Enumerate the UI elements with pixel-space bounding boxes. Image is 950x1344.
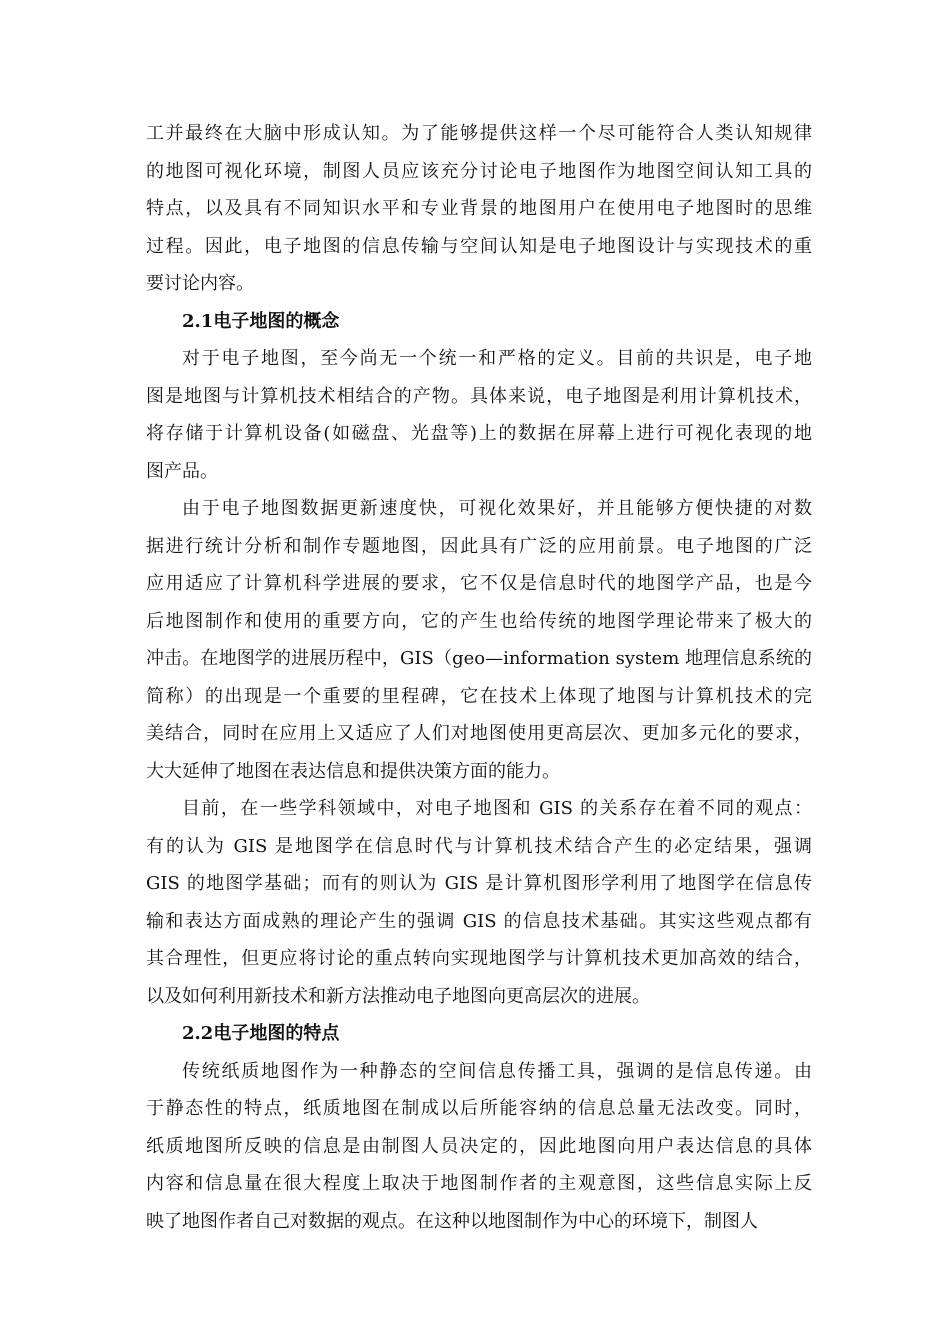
paragraph-line: 映了地图作者自己对数据的观点。在这种以地图制作为中心的环境下，制图人: [146, 1210, 758, 1232]
paragraph-line: 后地图制作和使用的重要方向，它的产生也给传统的地图学理论带来了极大的: [146, 610, 812, 632]
paragraph-line: 输和表达方面成熟的理论产生的强调 GIS 的信息技术基础。其实这些观点都有: [146, 910, 812, 932]
paragraph-line: 纸质地图所反映的信息是由制图人员决定的，因此地图向用户表达信息的具体: [146, 1135, 812, 1157]
paragraph-line: GIS 的地图学基础；而有的则认为 GIS 是计算机图形学利用了地图学在信息传: [146, 873, 812, 894]
paragraph-line: 要讨论内容。: [146, 273, 254, 294]
paragraph-line: 图产品。: [146, 460, 218, 482]
paragraph-line: 目前，在一些学科领域中，对电子地图和 GIS 的关系存在着不同的观点：: [182, 798, 812, 819]
document-body: [146, 115, 812, 1240]
paragraph-line: 特点，以及具有不同知识水平和专业背景的地图用户在使用电子地图时的思维: [146, 198, 812, 219]
paragraph-line: 的地图可视化环境，制图人员应该充分讨论电子地图作为地图空间认知工具的: [146, 160, 812, 182]
paragraph-line: 传统纸质地图作为一种静态的空间信息传播工具，强调的是信息传递。由: [182, 1060, 812, 1082]
paragraph-line: 以及如何利用新技术和新方法推动电子地图向更高层次的进展。: [146, 985, 650, 1007]
paragraph-line: 对于电子地图，至今尚无一个统一和严格的定义。目前的共识是，电子地: [182, 348, 812, 369]
paragraph-line: 于静态性的特点，纸质地图在制成以后所能容纳的信息总量无法改变。同时，: [146, 1098, 812, 1119]
section-heading: 2.1电子地图的概念: [182, 310, 340, 332]
paragraph-line: 冲击。在地图学的进展历程中，GIS（geo—information system 地理信息系统的: [146, 648, 812, 669]
paragraph-line: 大大延伸了地图在表达信息和提供决策方面的能力。: [146, 760, 560, 782]
paragraph-line: 过程。因此，电子地图的信息传输与空间认知是电子地图设计与实现技术的重: [146, 235, 812, 257]
paragraph-line: 由于电子地图数据更新速度快，可视化效果好，并且能够方便快捷的对数: [182, 498, 812, 519]
paragraph-line: 据进行统计分析和制作专题地图，因此具有广泛的应用前景。电子地图的广泛: [146, 535, 812, 557]
paragraph-line: 其合理性，但更应将讨论的重点转向实现地图学与计算机技术更加高效的结合，: [146, 948, 812, 969]
paragraph-line: 美结合，同时在应用上又适应了人们对地图使用更高层次、更加多元化的要求，: [146, 723, 812, 744]
paragraph-line: 应用适应了计算机科学进展的要求，它不仅是信息时代的地图学产品，也是今: [146, 573, 812, 594]
paragraph-line: 简称）的出现是一个重要的里程碑，它在技术上体现了地图与计算机技术的完: [146, 685, 812, 707]
paragraph-line: 有的认为 GIS 是地图学在信息时代与计算机技术结合产生的必定结果，强调: [146, 835, 812, 857]
paragraph-line: 工并最终在大脑中形成认知。为了能够提供这样一个尽可能符合人类认知规律: [146, 123, 812, 144]
paragraph-line: 将存储于计算机设备(如磁盘、光盘等)上的数据在屏幕上进行可视化表现的地: [146, 423, 812, 444]
section-heading: 2.2电子地图的特点: [182, 1023, 340, 1044]
paragraph-line: 图是地图与计算机技术相结合的产物。具体来说，电子地图是利用计算机技术，: [146, 385, 812, 407]
paragraph-line: 内容和信息量在很大程度上取决于地图制作者的主观意图，这些信息实际上反: [146, 1173, 812, 1194]
